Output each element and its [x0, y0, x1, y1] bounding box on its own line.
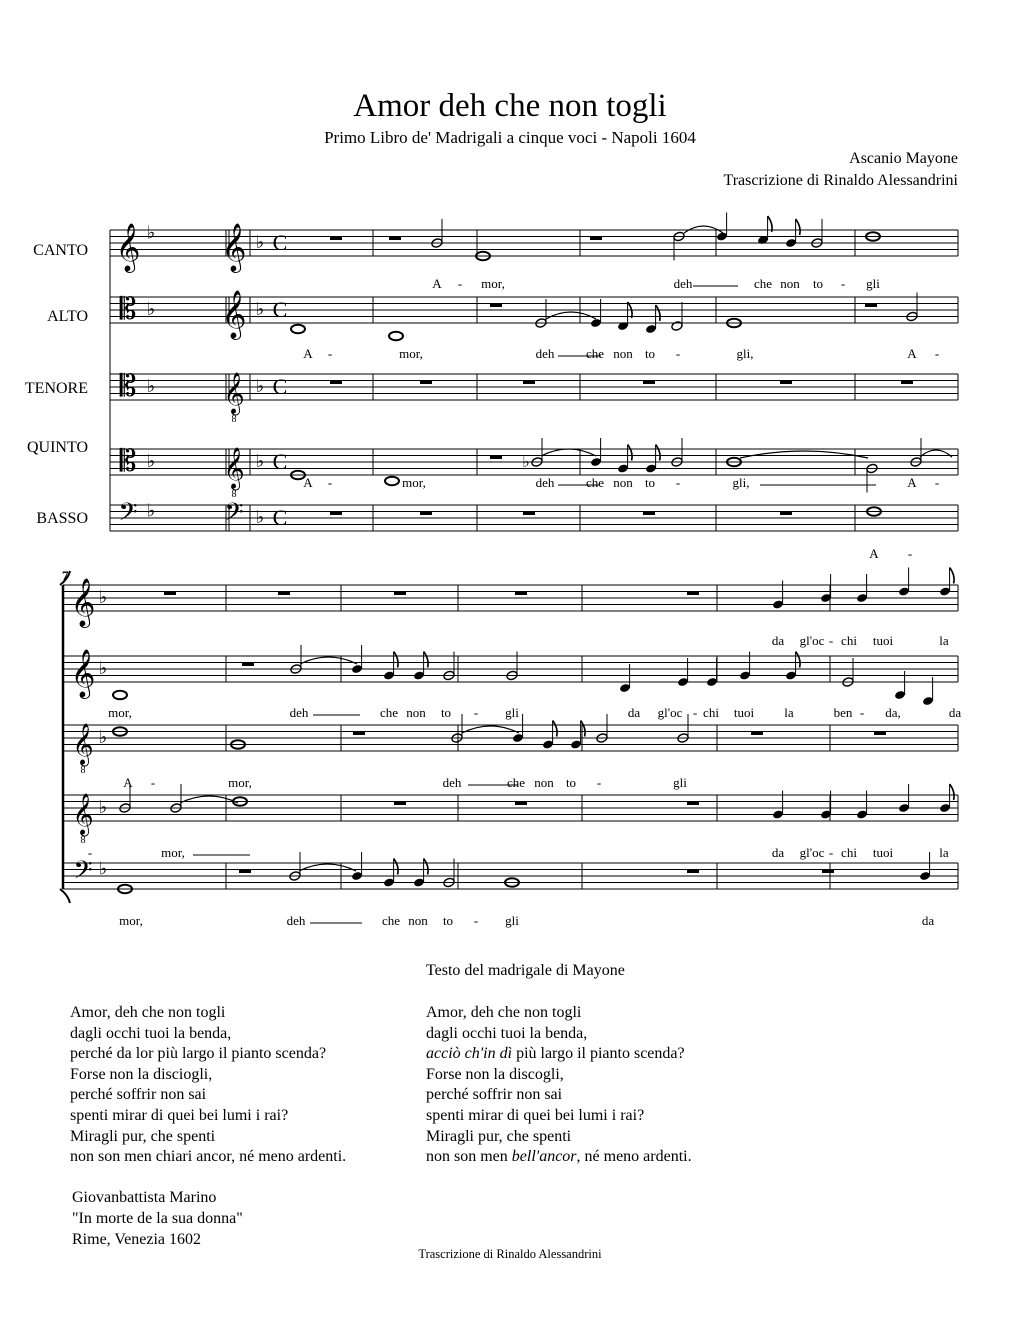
- note-flag: [656, 305, 661, 321]
- poem-line: perché da lor più largo il pianto scenda?: [70, 1045, 327, 1063]
- whole-rest: [780, 511, 792, 515]
- lyric-syllable: -: [828, 633, 834, 648]
- poem-line: perché soffrir non sai: [70, 1086, 207, 1104]
- lyric-syllable: to: [644, 475, 656, 490]
- lyric-syllable: mor,: [228, 775, 252, 790]
- lyric-syllable: -: [907, 546, 913, 561]
- time-signature: C: [272, 297, 288, 322]
- poem-line: Forse non la discogli,: [426, 1065, 564, 1083]
- note-flag: [656, 445, 661, 461]
- whole-note: [113, 691, 127, 699]
- footer-credit: Trascrizione di Rinaldo Alessandrini: [418, 1247, 602, 1261]
- lyric-syllable: deh: [535, 475, 555, 490]
- whole-rest: [590, 236, 602, 240]
- flat-sign: ♭: [98, 658, 108, 678]
- whole-rest: [901, 380, 913, 384]
- lyric-syllable: non: [408, 913, 428, 928]
- lyric-syllable: deh: [535, 346, 555, 361]
- voice-name-alto: ALTO: [47, 308, 88, 325]
- poem-line: dagli occhi tuoi la benda,: [70, 1024, 232, 1042]
- lyric-syllable: to: [442, 913, 454, 928]
- note-flag: [950, 568, 955, 584]
- note-flag: [950, 784, 955, 800]
- note-flag: [796, 652, 801, 668]
- subtitle: Primo Libro de' Madrigali a cinque voci - Napoli 1604: [324, 128, 696, 147]
- lyric-syllable: -: [87, 845, 93, 860]
- lyric-syllable: -: [150, 775, 156, 790]
- lyric-syllable: gli: [505, 705, 519, 720]
- transcriber-credit: Trascrizione di Rinaldo Alessandrini: [723, 172, 958, 189]
- octave-mark: 8: [80, 765, 86, 776]
- lyric-syllable: -: [675, 346, 681, 361]
- lyric-syllable: chi: [841, 845, 857, 860]
- source-author: Giovanbattista Marino: [72, 1189, 217, 1206]
- whole-rest: [523, 380, 535, 384]
- lyric-syllable: -: [692, 705, 698, 720]
- poem-line-end: , né meno ardenti.: [576, 1148, 692, 1166]
- lyric-syllable: la: [939, 845, 949, 860]
- lyric-syllable: mor,: [161, 845, 185, 860]
- lyric-syllable: -: [327, 475, 333, 490]
- whole-rest: [780, 380, 792, 384]
- treble-clef-icon: 𝄞: [223, 448, 245, 488]
- bass-clef-icon: 𝄢: [118, 499, 138, 532]
- whole-rest: [865, 303, 877, 307]
- note-flag: [394, 859, 399, 875]
- whole-rest: [420, 380, 432, 384]
- whole-rest: [643, 511, 655, 515]
- lyric-syllable: tuoi: [733, 705, 755, 720]
- whole-rest: [239, 869, 251, 873]
- lyric-syllable: da: [771, 633, 785, 648]
- system-bracket: [60, 889, 70, 903]
- note-flag: [628, 445, 633, 461]
- lyric-syllable: mor,: [399, 346, 423, 361]
- mayone-poem: [426, 1003, 692, 1168]
- lyric-syllable: -: [840, 276, 846, 291]
- bass-clef-icon: 𝄢: [73, 857, 93, 890]
- whole-rest: [822, 869, 834, 873]
- lyric-syllable: -: [934, 346, 940, 361]
- whole-rest: [330, 511, 342, 515]
- whole-rest: [687, 801, 699, 805]
- poem-line: Miragli pur, che spenti: [70, 1127, 216, 1145]
- lyric-syllable: da: [921, 913, 935, 928]
- voice-name-canto: CANTO: [33, 242, 88, 259]
- text-heading: Testo del madrigale di Mayone: [426, 962, 625, 979]
- poem-line: spenti mirar di quei bei lumi i rai?: [426, 1106, 645, 1124]
- lyric-syllable: chi: [841, 633, 857, 648]
- flat-sign: ♭: [146, 376, 156, 396]
- whole-rest: [330, 236, 342, 240]
- source-work: "In morte de la sua donna": [72, 1210, 243, 1227]
- lyric-syllable: gli: [866, 276, 880, 291]
- treble-clef-icon: 𝄞: [115, 225, 141, 271]
- poem-line: [426, 1147, 692, 1168]
- lyric-syllable: gli: [673, 775, 687, 790]
- page-title: Amor deh che non togli: [353, 88, 667, 124]
- marino-poem: [70, 1003, 346, 1168]
- whole-rest: [643, 380, 655, 384]
- voice-name-quinto: QUINTO: [26, 439, 88, 456]
- c-clef-icon: 𝄡: [119, 293, 137, 326]
- lyric-syllable: non: [613, 475, 633, 490]
- whole-rest: [687, 869, 699, 873]
- poem-line: Amor, deh che non togli: [426, 1004, 582, 1021]
- composer: Ascanio Mayone: [849, 150, 958, 167]
- lyric-syllable: gli: [505, 913, 519, 928]
- lyric-syllable: mor,: [402, 475, 426, 490]
- lyric-syllable: -: [934, 475, 940, 490]
- whole-rest: [490, 303, 502, 307]
- lyric-syllable: tuoi: [872, 845, 894, 860]
- whole-note: [385, 477, 399, 485]
- treble-clef-icon: 𝄞: [221, 292, 247, 338]
- lyric-syllable: che: [381, 913, 401, 928]
- tie: [546, 312, 596, 319]
- poem-line: non son men chiari ancor, né meno ardenti.: [70, 1148, 347, 1166]
- note-flag: [394, 652, 399, 668]
- note-flag: [424, 859, 429, 875]
- treble-clef-icon: 𝄞: [72, 794, 94, 834]
- whole-rest: [389, 236, 401, 240]
- flat-sign: ♭: [255, 232, 265, 252]
- poem-line: [426, 1044, 692, 1065]
- lyric-syllable: A: [303, 475, 313, 490]
- poem-line: dagli occhi tuoi la benda,: [426, 1024, 588, 1042]
- treble-clef-icon: 𝄞: [70, 580, 96, 626]
- lyric-syllable: tuoi: [872, 633, 894, 648]
- flat-sign: ♭: [146, 451, 156, 471]
- lyric-syllable: A: [907, 346, 917, 361]
- treble-clef-icon: 𝄞: [72, 724, 94, 764]
- lyric-syllable: to: [440, 705, 452, 720]
- whole-rest: [687, 591, 699, 595]
- time-signature: C: [272, 449, 288, 474]
- whole-rest: [515, 801, 527, 805]
- time-signature: C: [272, 230, 288, 255]
- measure-number: 7: [62, 568, 69, 583]
- note-flag: [796, 219, 801, 235]
- lyric-syllable: -: [596, 775, 602, 790]
- c-clef-icon: 𝄡: [119, 370, 137, 403]
- lyric-syllable: la: [939, 633, 949, 648]
- whole-rest: [751, 731, 763, 735]
- whole-note: [291, 325, 305, 333]
- lyric-syllable: ben: [833, 705, 853, 720]
- flat-sign: ♭: [255, 376, 265, 396]
- lyric-syllable: to: [644, 346, 656, 361]
- lyric-syllable: che: [585, 346, 605, 361]
- whole-rest: [164, 591, 176, 595]
- note-flag: [424, 652, 429, 668]
- time-signature: C: [272, 505, 288, 530]
- lyric-syllable: -: [828, 845, 834, 860]
- time-signature: C: [272, 374, 288, 399]
- whole-rest: [515, 591, 527, 595]
- lyric-syllable: non: [406, 705, 426, 720]
- note-flag: [581, 721, 586, 737]
- note-flag: [553, 721, 558, 737]
- lyric-syllable: -: [327, 346, 333, 361]
- lyric-syllable: che: [753, 276, 773, 291]
- lyric-syllable: to: [565, 775, 577, 790]
- lyric-syllable: -: [457, 276, 463, 291]
- lyric-syllable: non: [534, 775, 554, 790]
- lyric-syllable: A: [123, 775, 133, 790]
- tie: [541, 449, 596, 456]
- lyric-syllable: A: [303, 346, 313, 361]
- whole-rest: [394, 801, 406, 805]
- lyric-syllable: deh: [673, 276, 693, 291]
- lyric-syllable: deh: [289, 705, 309, 720]
- lyric-syllable: deh: [442, 775, 462, 790]
- lyric-syllable: da,: [885, 705, 901, 720]
- lyric-syllable: to: [812, 276, 824, 291]
- poem-line-start: non son men: [426, 1148, 512, 1166]
- lyric-syllable: gl'oc: [799, 845, 825, 860]
- whole-rest: [330, 380, 342, 384]
- poem-line: Miragli pur, che spenti: [426, 1127, 572, 1145]
- lyric-syllable: da: [627, 705, 641, 720]
- lyric-syllable: A: [869, 546, 879, 561]
- lyric-syllable: -: [859, 705, 865, 720]
- lyric-syllable: che: [379, 705, 399, 720]
- flat-sign: ♭: [255, 507, 265, 527]
- flat-sign: ♭: [98, 858, 108, 879]
- lyric-syllable: da: [948, 705, 962, 720]
- whole-rest: [242, 662, 254, 666]
- flat-sign: ♭: [146, 222, 156, 243]
- tie: [740, 451, 868, 458]
- lyric-syllable: mor,: [481, 276, 505, 291]
- lyric-syllable: la: [784, 705, 794, 720]
- poem-line: spenti mirar di quei bei lumi i rai?: [70, 1106, 289, 1124]
- lyric-syllable: mor,: [119, 913, 143, 928]
- lyric-syllable: -: [675, 475, 681, 490]
- source-edition: Rime, Venezia 1602: [72, 1231, 202, 1248]
- lyric-syllable: -: [473, 913, 479, 928]
- c-clef-icon: 𝄡: [119, 445, 137, 478]
- voice-name-basso: BASSO: [36, 510, 88, 527]
- half-note: [671, 321, 683, 332]
- lyric-syllable: gli,: [732, 475, 750, 490]
- lyric-syllable: gl'oc: [799, 633, 825, 648]
- flat-sign: ♭: [255, 451, 265, 471]
- octave-mark: 8: [80, 835, 86, 846]
- flat-sign: ♭: [98, 727, 108, 747]
- whole-rest: [278, 591, 290, 595]
- flat-sign: ♭: [146, 500, 156, 521]
- flat-sign: ♭: [98, 797, 108, 817]
- flat-sign: ♭: [255, 299, 265, 319]
- flat-sign: ♭: [146, 299, 156, 319]
- lyric-syllable: gl'oc: [657, 705, 683, 720]
- whole-note: [389, 332, 403, 340]
- whole-rest: [490, 455, 502, 459]
- lyric-syllable: non: [780, 276, 800, 291]
- lyric-syllable: -: [473, 705, 479, 720]
- whole-rest: [394, 591, 406, 595]
- whole-rest: [353, 731, 365, 735]
- lyric-syllable: deh: [286, 913, 306, 928]
- treble-clef-icon: 𝄞: [221, 225, 247, 271]
- flat-sign: ♭: [522, 454, 530, 471]
- poem-line: perché soffrir non sai: [426, 1086, 563, 1104]
- lyric-syllable: A: [907, 475, 917, 490]
- lyric-syllable: non: [613, 346, 633, 361]
- octave-mark: 8: [231, 414, 237, 425]
- whole-rest: [874, 731, 886, 735]
- flat-sign: ♭: [98, 587, 108, 607]
- poem-line: Amor, deh che non togli: [70, 1004, 226, 1021]
- poem-line-rest: più largo il pianto scenda?: [512, 1045, 685, 1063]
- treble-clef-icon: 𝄞: [70, 651, 96, 697]
- voice-name-tenore: TENORE: [24, 380, 88, 397]
- variant-text: bell'ancor: [511, 1148, 577, 1166]
- bass-clef-icon: 𝄢: [224, 499, 244, 532]
- treble-clef-icon: 𝄞: [223, 373, 245, 413]
- lyric-syllable: che: [506, 775, 526, 790]
- octave-mark: 8: [231, 489, 237, 500]
- whole-rest: [523, 511, 535, 515]
- lyric-syllable: che: [585, 475, 605, 490]
- lyric-syllable: mor,: [108, 705, 132, 720]
- whole-rest: [420, 511, 432, 515]
- lyric-syllable: chi: [703, 705, 719, 720]
- variant-text: acciò ch'in dì: [426, 1045, 513, 1063]
- poem-line: Forse non la disciogli,: [70, 1065, 213, 1083]
- lyric-syllable: gli,: [736, 346, 754, 361]
- lyric-syllable: A: [432, 276, 442, 291]
- lyric-syllable: da: [771, 845, 785, 860]
